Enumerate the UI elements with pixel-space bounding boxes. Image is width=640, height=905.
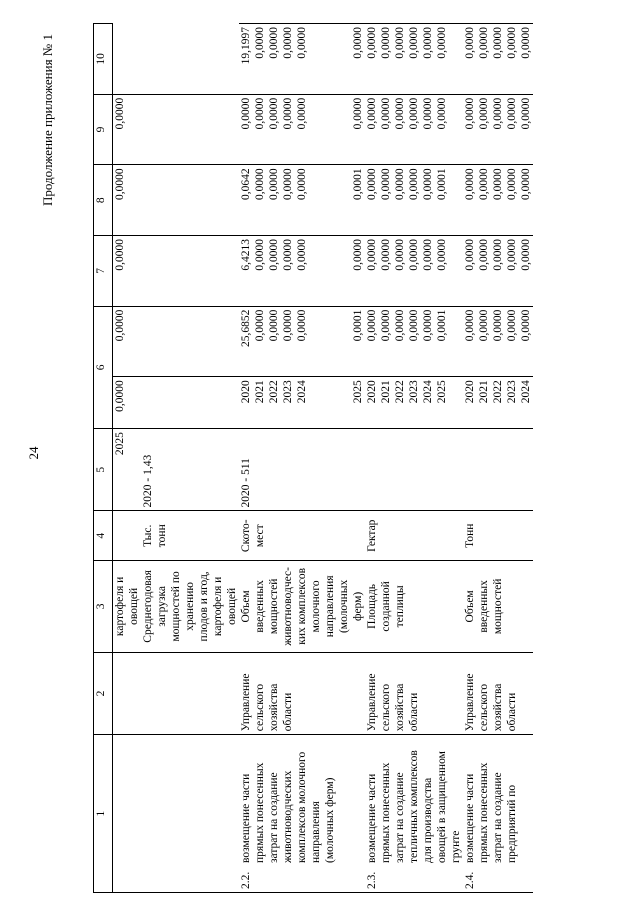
value-line: 0,0000: [492, 27, 504, 59]
value-line: [309, 98, 323, 162]
value-line: 0,0000: [380, 97, 392, 130]
year-line: 2023: [282, 380, 294, 404]
value-line: 0,0000: [254, 309, 266, 342]
value-line: [309, 239, 323, 303]
value-cell: [365, 236, 463, 307]
value-line: [323, 98, 337, 162]
value-line: 0,0000: [422, 168, 434, 200]
value-line: 0,0000: [464, 239, 476, 271]
value-line: 0,0000: [436, 27, 448, 59]
value-line: 0,0000: [520, 309, 532, 342]
value-line: 0,0642: [240, 168, 252, 200]
value-line: 0,0000: [492, 168, 504, 200]
indicator-line: хранению: [184, 582, 196, 631]
measure-name-line: прямых понесенных: [254, 762, 266, 863]
column-header: 7: [94, 236, 113, 307]
value-line: 0,0000: [506, 239, 518, 271]
value-line: [309, 168, 323, 232]
value-line: 19,1997: [240, 27, 252, 65]
indicator-line: животноводчес-: [282, 567, 294, 646]
row-number: 2.3.: [366, 871, 378, 889]
measure-name-cell: [463, 735, 533, 893]
measure-name-line: для производства: [422, 777, 434, 863]
value-cell: 0,0000: [114, 168, 126, 200]
value-line: 0,0000: [282, 309, 294, 342]
value-line: 0,0000: [478, 97, 490, 130]
value-line: [323, 168, 337, 232]
base-value: 2020 - 1,43: [142, 454, 154, 508]
value-line: 0,0000: [366, 27, 378, 59]
value-line: 0,0000: [422, 309, 434, 342]
value-line: 0,0000: [422, 97, 434, 130]
indicator-line: Объем: [240, 590, 252, 623]
measure-name-line: направления: [310, 801, 322, 863]
value-line: 0,0000: [254, 239, 266, 271]
indicator-line: загрузка: [156, 585, 168, 627]
measure-name-line: возмещение части: [366, 773, 378, 863]
value-line: 0,0000: [478, 27, 490, 59]
indicator-line: теплицы: [394, 585, 406, 628]
value-line: 0,0000: [352, 97, 364, 130]
value-line: 0,0000: [394, 168, 406, 200]
value-line: 0,0000: [520, 239, 532, 271]
value-line: 0,0000: [506, 97, 518, 130]
value-line: 0,0000: [254, 97, 266, 130]
value-cell: [463, 165, 533, 236]
value-line: 0,0001: [436, 309, 448, 342]
measure-name: [239, 738, 337, 863]
value-line: 0,0000: [296, 239, 308, 271]
responsible-line: области: [506, 692, 518, 732]
unit-line: мест: [254, 524, 266, 548]
value-line: [337, 239, 351, 303]
value-line: 0,0000: [352, 27, 364, 59]
value-line: [337, 98, 351, 162]
measure-name-line: грунте: [450, 830, 462, 863]
page-number: 24: [26, 446, 41, 460]
value-line: 0,0000: [492, 309, 504, 342]
year-line: 2021: [478, 380, 490, 404]
unit-cell: [463, 511, 533, 560]
responsible-line: хозяйства: [394, 683, 406, 732]
indicator-line: молочного: [310, 580, 322, 633]
indicator-line: картофеля и: [212, 576, 224, 637]
indicator-line: овощей: [128, 587, 140, 625]
value-line: [337, 310, 351, 374]
landscape-sheet: [93, 23, 633, 893]
responsible-line: области: [408, 692, 420, 732]
value-cell: [463, 306, 533, 377]
measure-name-line: комплексов молочного: [296, 751, 308, 863]
year-line: 2025: [436, 380, 448, 404]
indicator-cell: [239, 560, 365, 652]
unit-line: тонн: [156, 524, 168, 548]
value-line: [337, 168, 351, 232]
value-line: 0,0000: [506, 168, 518, 200]
value-line: 0,0000: [520, 97, 532, 130]
measure-name-line: (молочных ферм): [324, 777, 336, 863]
year-cell: [463, 377, 533, 429]
year-line: 2021: [254, 380, 266, 404]
value-line: 0,0000: [506, 309, 518, 342]
measure-name-line: затрат на создание: [268, 772, 280, 863]
responsible-line: области: [282, 692, 294, 732]
year-line: [309, 380, 323, 425]
year-line: 2023: [408, 380, 420, 404]
indicator-line: ферм): [352, 591, 364, 621]
value-cell: [239, 165, 365, 236]
year-cell: [365, 377, 463, 429]
table-row: [365, 24, 463, 893]
value-line: 0,0000: [520, 27, 532, 59]
value-cell: [463, 94, 533, 165]
value-cell: [463, 24, 533, 95]
value-line: 0,0001: [436, 168, 448, 200]
value-line: 0,0000: [464, 97, 476, 130]
indicator-line: картофеля и: [114, 576, 126, 637]
year-line: [323, 380, 337, 425]
value-line: 0,0000: [282, 27, 294, 59]
value-line: 0,0000: [394, 97, 406, 130]
indicator-line: созданной: [380, 581, 392, 632]
column-header: 1: [94, 735, 113, 893]
year-line: 2022: [394, 380, 406, 404]
value-line: 0,0000: [282, 239, 294, 271]
column-header: 6: [94, 306, 113, 428]
responsible-line: Управление: [366, 673, 378, 732]
value-line: 0,0000: [492, 239, 504, 271]
value-line: 0,0000: [408, 239, 420, 271]
column-header: 8: [94, 165, 113, 236]
value-cell: [365, 24, 463, 95]
responsible-line: хозяйства: [268, 683, 280, 732]
unit-line: Ското-: [240, 519, 252, 553]
value-line: 0,0000: [380, 309, 392, 342]
unit-cell: [239, 511, 365, 560]
value-line: 0,0000: [422, 239, 434, 271]
responsible-line: сельского: [380, 683, 392, 732]
value-line: 0,0000: [506, 27, 518, 59]
year-line: [337, 380, 351, 425]
responsible-line: сельского: [254, 683, 266, 732]
indicator-cell: [365, 560, 463, 652]
value-line: 0,0000: [408, 168, 420, 200]
value-line: 0,0000: [422, 27, 434, 59]
year-line: 2020: [366, 380, 378, 404]
value-line: 0,0000: [352, 239, 364, 271]
indicator-line: Объем: [464, 590, 476, 623]
value-line: 0,0000: [464, 168, 476, 200]
value-line: 0,0000: [268, 168, 280, 200]
table-row: [463, 24, 533, 893]
column-header: 4: [94, 511, 113, 560]
indicator-line: (молочных: [338, 579, 350, 634]
measure-name-line: затрат на создание: [492, 772, 504, 863]
value-line: 0,0000: [282, 97, 294, 130]
value-cell: 0,0000: [114, 239, 126, 271]
indicator-line: Среднегодовая: [142, 570, 154, 643]
value-cell: 0,0000: [114, 309, 126, 342]
measure-name-line: тепличных комплексов: [408, 750, 420, 863]
value-line: [309, 27, 323, 91]
value-line: [323, 27, 337, 91]
value-line: 0,0000: [380, 27, 392, 59]
value-line: 0,0000: [464, 309, 476, 342]
measure-name-line: возмещение части: [464, 773, 476, 863]
responsible-line: сельского: [478, 683, 490, 732]
value-line: 0,0001: [352, 168, 364, 200]
value-cell: [239, 24, 365, 95]
value-line: [337, 27, 351, 91]
indicator-line: направления: [324, 575, 336, 638]
value-line: 0,0000: [296, 97, 308, 130]
responsible-cell: [365, 652, 463, 734]
value-line: [309, 310, 323, 374]
value-line: 0,0000: [366, 309, 378, 342]
row-number: 2.4.: [464, 871, 476, 889]
column-header: 2: [94, 652, 113, 734]
table-row: [141, 24, 239, 893]
indicator-line: Площадь: [366, 583, 378, 629]
responsible-line: хозяйства: [492, 683, 504, 732]
column-header: 9: [94, 94, 113, 165]
year-line: 2020: [464, 380, 476, 404]
value-line: 0,0000: [366, 97, 378, 130]
value-line: 0,0000: [296, 27, 308, 59]
value-cell: [239, 236, 365, 307]
unit-line: Гектар: [366, 519, 378, 552]
indicator-line: мощностей: [268, 578, 280, 635]
measure-name-cell: [365, 735, 463, 893]
value-line: 0,0000: [478, 239, 490, 271]
value-line: 0,0000: [254, 27, 266, 59]
indicator-line: овощей: [226, 587, 238, 625]
value-line: 0,0000: [394, 27, 406, 59]
indicator-line: плодов и ягод,: [198, 571, 210, 642]
measure-name-line: возмещение части: [240, 773, 252, 863]
value-line: 0,0000: [478, 309, 490, 342]
base-value: 2020 - 511: [239, 429, 365, 511]
responsible-cell: [463, 652, 533, 734]
value-line: 0,0000: [240, 97, 252, 130]
value-cell: [365, 94, 463, 165]
value-line: 0,0000: [254, 168, 266, 200]
indicator-line: введенных: [254, 580, 266, 633]
indicator-cell: [463, 560, 533, 652]
value-cell: [365, 165, 463, 236]
base-value: [463, 429, 533, 511]
value-line: 25,6852: [240, 309, 252, 348]
measure-name-line: предприятий по: [506, 784, 518, 863]
year-line: 2021: [380, 380, 392, 404]
year-line: 2022: [492, 380, 504, 404]
value-line: 0,0000: [366, 168, 378, 200]
year-line: 2024: [520, 380, 532, 404]
unit-cell: [365, 511, 463, 560]
year-cell: 2025: [114, 432, 126, 456]
responsible-line: Управление: [464, 673, 476, 732]
value-cell: [365, 306, 463, 377]
measure-name-line: овощей в защищенном: [436, 751, 448, 863]
value-line: 0,0001: [352, 309, 364, 342]
measure-name-line: затрат на создание: [394, 772, 406, 863]
value-line: 0,0000: [464, 27, 476, 59]
indicator-line: мощностей по: [170, 571, 182, 642]
value-line: 6,4213: [240, 239, 252, 271]
value-line: 0,0000: [394, 309, 406, 342]
value-line: 0,0000: [478, 168, 490, 200]
year-line: 2023: [506, 380, 518, 404]
value-line: 0,0000: [380, 168, 392, 200]
value-line: 0,0000: [436, 97, 448, 130]
year-line: 2022: [268, 380, 280, 404]
value-line: 0,0000: [408, 309, 420, 342]
value-line: 0,0000: [268, 239, 280, 271]
row-number: 2.2.: [240, 871, 252, 889]
unit-line: Тонн: [464, 523, 476, 548]
value-cell: [463, 236, 533, 307]
unit-line: Тыс.: [142, 524, 154, 547]
year-line: 2020: [240, 380, 252, 404]
value-line: 0,0000: [268, 97, 280, 130]
value-line: 0,0000: [394, 239, 406, 271]
appendix-header: Продолжение приложения № 1: [40, 34, 55, 206]
carry-over-row: [113, 24, 142, 893]
value-line: 0,0000: [366, 239, 378, 271]
value-line: 0,0000: [296, 309, 308, 342]
value-line: [323, 239, 337, 303]
year-line: 2024: [422, 380, 434, 404]
measure-name-line: прямых понесенных: [478, 762, 490, 863]
value-line: 0,0000: [492, 97, 504, 130]
responsible-line: Управление: [240, 673, 252, 732]
value-line: 0,0000: [268, 309, 280, 342]
value-cell: [239, 306, 365, 377]
value-line: 0,0000: [436, 239, 448, 271]
column-header: 3: [94, 560, 113, 652]
measure-name-line: животноводческих: [282, 770, 294, 863]
measure-name-cell: [239, 735, 365, 893]
value-line: 0,0000: [282, 168, 294, 200]
value-line: 0,0000: [408, 97, 420, 130]
value-line: 0,0000: [296, 168, 308, 200]
base-value: [365, 429, 463, 511]
measures-table: [93, 23, 533, 893]
year-line: 2025: [352, 380, 364, 404]
value-cell: 0,0000: [114, 380, 126, 412]
value-line: 0,0000: [268, 27, 280, 59]
value-line: 0,0000: [520, 168, 532, 200]
value-line: [323, 310, 337, 374]
year-line: 2024: [296, 380, 308, 404]
table-row: [239, 24, 365, 893]
column-header: 10: [94, 24, 113, 95]
measure-name: [463, 738, 519, 863]
responsible-cell: [239, 652, 365, 734]
column-header: 5: [94, 429, 113, 511]
year-cell: [239, 377, 365, 429]
value-line: 0,0000: [408, 27, 420, 59]
value-cell: [239, 94, 365, 165]
measure-name-line: прямых понесенных: [380, 762, 392, 863]
indicator-line: ких комплексов: [296, 568, 308, 645]
indicator-line: мощностей: [492, 578, 504, 635]
column-number-row: [94, 24, 113, 893]
value-line: 0,0000: [380, 239, 392, 271]
value-cell: 0,0000: [114, 97, 126, 130]
indicator-line: введенных: [478, 580, 490, 633]
measure-name: [365, 738, 463, 863]
